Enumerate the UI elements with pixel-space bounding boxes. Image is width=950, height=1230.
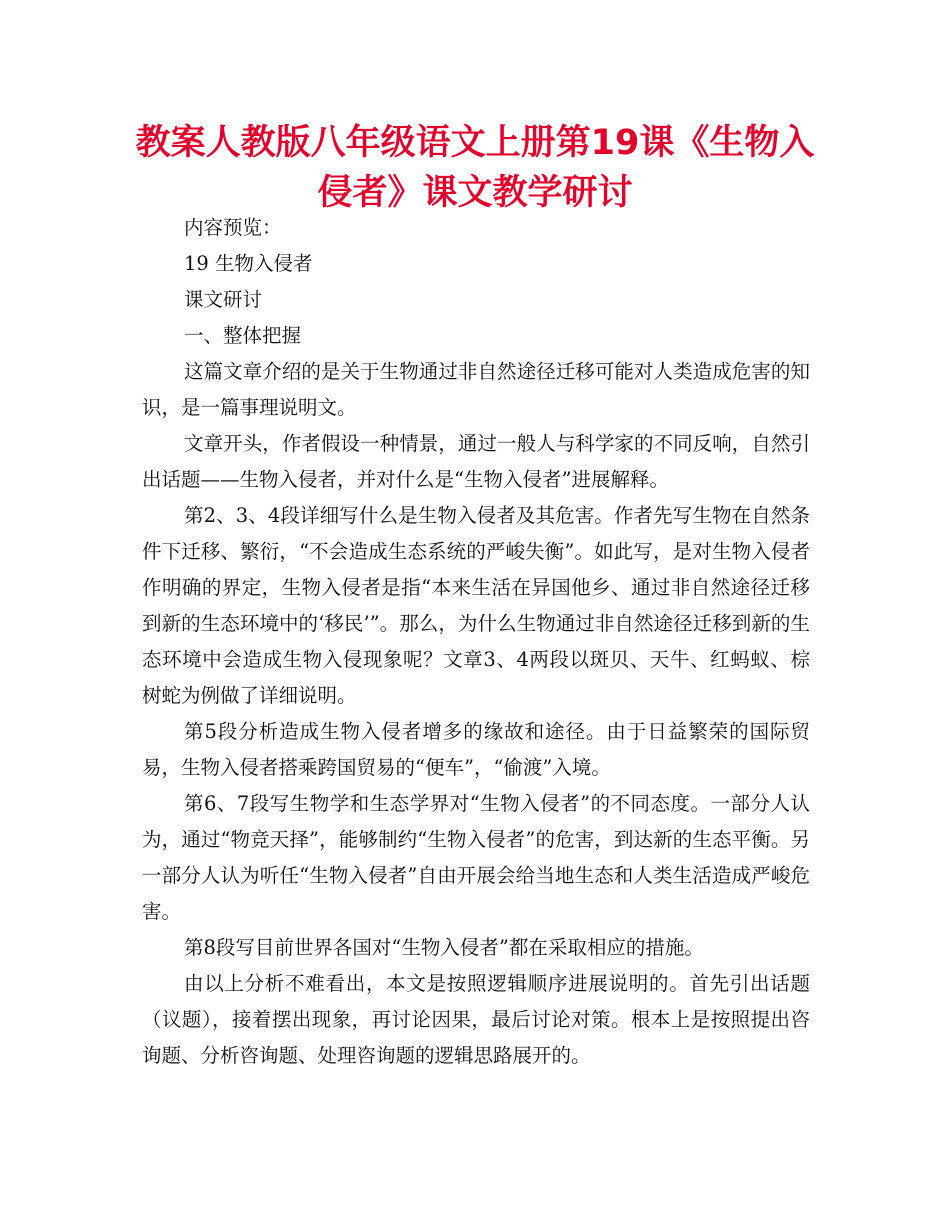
paragraph-section-heading: 课文研讨 — [184, 288, 263, 311]
paragraph-lesson-heading: 19 生物入侵者 — [184, 252, 313, 275]
paragraph-subsection-heading: 一、整体把握 — [184, 324, 302, 347]
paragraph-text: 第5段分析造成生物入侵者增多的缘故和途径。由于日益繁荣的国际贸易，生物入侵者搭乘跨国贸易的“便车”，“偷渡”入境。 — [142, 720, 810, 779]
paragraph-text: 文章开头，作者假设一种情景，通过一般人与科学家的不同反响，自然引出话题——生物入侵者，并对什么是“生物入侵者”进展解释。 — [142, 432, 810, 491]
paragraph-preview-label: 内容预览： — [184, 216, 282, 239]
paragraph-text: 由以上分析不难看出，本文是按照逻辑顺序进展说明的。首先引出话题（议题），接着摆出现象，再讨论因果，最后讨论对策。根本上是按照提出咨询题、分析咨询题、处理咨询题的逻辑思路展开的。 — [142, 972, 810, 1067]
paragraph-text: 第8段写目前世界各国对“生物入侵者”都在采取相应的措施。 — [184, 936, 704, 959]
paragraph-text: 这篇文章介绍的是关于生物通过非自然途径迁移可能对人类造成危害的知识，是一篇事理说明文。 — [142, 360, 810, 419]
paragraph-text: 第6、7段写生物学和生态学界对“生物入侵者”的不同态度。一部分人认为，通过“物竞天择”，能够制约“生物入侵者”的危害，到达新的生态平衡。另一部分人认为听任“生物入侵者”自由开展会给当地生态和人类生活造成严峻危害。 — [142, 792, 810, 923]
paragraph-text: 第2、3、4段详细写什么是生物入侵者及其危害。作者先写生物在自然条件下迁移、繁衍，“不会造成生态系统的严峻失衡”。如此写，是对生物入侵者作明确的界定，生物入侵者是指“本来生活在异国他乡、通过非自然途径迁移到新的生态环境中的‘移民’”。那么，为什么生物通过非自然途径迁移到新的生态环境中会造成生物入侵现象呢？文章3、4两段以斑贝、天牛、红蚂蚁、棕树蛇为例做了详细说明。 — [142, 504, 810, 707]
document-title: 教案人教版八年级语文上册第19课《生物入侵者》课文教学研讨 — [135, 123, 815, 213]
document-body — [142, 210, 810, 1074]
